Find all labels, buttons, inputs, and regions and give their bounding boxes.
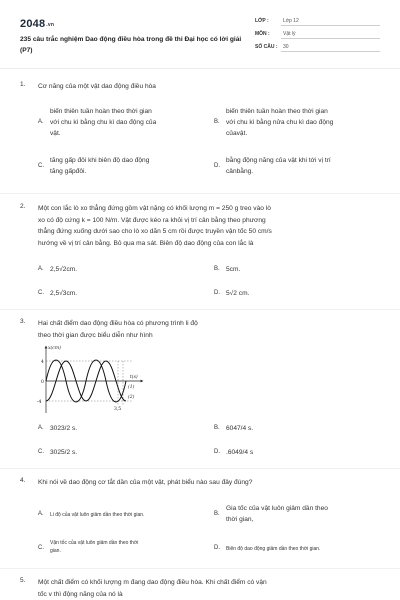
document-meta [255,18,380,57]
option-text: 3023/2 s. [50,425,78,432]
option-text-line: thời gian, [226,516,254,523]
oscillation-graph [36,343,146,415]
curve-2-label: (2) [128,395,135,400]
meta-subject [255,31,380,44]
option-letter: C. [38,163,44,169]
meta-class-label: LỚP : [255,18,269,24]
logo-suffix: .vn [46,22,55,28]
question-text-line: tốc v thì động năng của nó là [38,590,123,598]
option-text-line: biến thiên tuần hoàn theo thời gian [226,108,328,115]
option-text: Li độ của vật luôn giảm dần theo thời gian. [50,512,145,518]
option-text: 5√2 cm. [226,290,250,297]
option-text-line: với chu kì bằng nửa chu kì dao động [226,119,334,126]
option-text: 6047/4 s. [226,425,254,432]
time-mark: 3,5 [114,407,122,412]
question-3 [20,318,380,344]
option-letter: A. [38,511,44,517]
option-text-line: bằng động năng của vật khi tới vị trí [226,157,331,164]
meta-class-value: Lớp 12 [281,18,380,26]
option-text-line: vật. [50,130,61,137]
option-letter: B. [214,511,220,517]
option-text: 5cm. [226,266,241,273]
question-text: Khi nói về dao động cơ tắt dần của một vật, phát biểu nào sau đây đúng? [38,479,253,486]
question-text-line: thẳng đứng xuống dưới sao cho lò xo dãn 5 cm rồi được truyền vận tốc 50 cm/s [38,228,272,235]
option-text-line: với chu kì bằng chu kì dao động của [50,119,157,126]
question-number: 1. [20,81,26,88]
x-axis-label: t(s) [130,375,138,380]
option-letter: D. [214,163,220,169]
meta-subject-label: MÔN : [255,31,270,37]
option-text-line: củavật. [226,130,248,137]
question-divider [0,193,400,194]
option-letter: D. [214,290,220,296]
option-text: 2,5√3cm. [50,290,78,297]
option-letter: C. [38,290,44,296]
question-number: 5. [20,577,26,584]
option-text-line: tăng gấp đôi khi biên độ dao động [50,157,150,164]
question-text-line: Một con lắc lò xo thẳng đứng gồm vật nặng có khối lượng m = 250 g treo vào lò [38,205,271,212]
question-text-line: Một chất điểm có khối lượng m đang dao động điều hòa. Khi chất điểm có vận [38,579,267,586]
question-text-line: hướng về vị trí cân bằng. Bỏ qua ma sát. Biên độ dao động của con lắc là [38,239,254,247]
option-text-line: Vận tốc của vật luôn giảm dần theo thời [50,540,139,546]
option-letter: B. [214,266,220,272]
question-text-line: xo có độ cứng k = 100 N/m. Vật được kéo ra khỏi vị trí cân bằng theo phương [38,216,266,224]
question-divider [0,468,400,469]
question-text: Cơ năng của một vật dao động điều hòa [38,83,156,90]
question-text-line: Hai chất điểm dao động điều hòa có phương trình li độ [38,320,198,327]
question-divider [0,309,400,310]
tick-neg: -4 [37,400,42,405]
tick-pos: 4 [41,360,44,365]
option-letter: A. [38,425,44,431]
document-title: 235 câu trắc nghiệm Dao động điều hòa trong đề thi Đại học có lời giải (P7) [20,36,242,54]
option-text: .6049/4 s [226,449,254,456]
header-divider [0,68,400,69]
option-letter: D. [214,545,220,551]
option-text: 3025/2 s. [50,449,78,456]
page-header [0,0,400,66]
option-letter: B. [214,425,220,431]
option-text-line: cânbằng. [226,168,254,175]
logo-main: 2048 [20,18,46,30]
meta-class [255,18,380,31]
option-letter: B. [214,119,220,125]
question-divider [0,568,400,569]
question-text-line: theo thời gian được biểu diễn như hình [38,331,153,339]
option-text-line: Gia tốc của vật luôn giảm dần theo [226,505,328,512]
question-number: 3. [20,318,26,325]
question-5 [20,577,380,600]
option-letter: C. [38,545,44,551]
option-text-line: tăng gấpđôi. [50,168,87,175]
site-logo[interactable] [20,18,54,30]
option-letter: C. [38,449,44,455]
option-text-line: gian. [50,548,61,554]
meta-count-label: SỐ CÂU : [255,44,278,50]
option-letter: A. [38,266,44,272]
question-number: 2. [20,203,26,210]
option-letter: D. [214,449,220,455]
meta-count-value: 30 [281,44,380,52]
option-letter: A. [38,119,44,125]
question-number: 4. [20,477,26,484]
tick-zero: 0 [41,380,44,385]
y-axis-label: x(cm) [48,346,61,351]
question-2 [20,203,380,253]
option-text-line: biến thiên tuần hoàn theo thời gian [50,108,152,115]
option-text: Biên độ dao động giảm dần theo thời gian. [226,546,321,552]
curve-1-label: (1) [128,385,135,390]
option-text: 2,5√2cm. [50,266,78,273]
meta-subject-value: Vật lý [281,31,380,39]
meta-count [255,44,380,57]
